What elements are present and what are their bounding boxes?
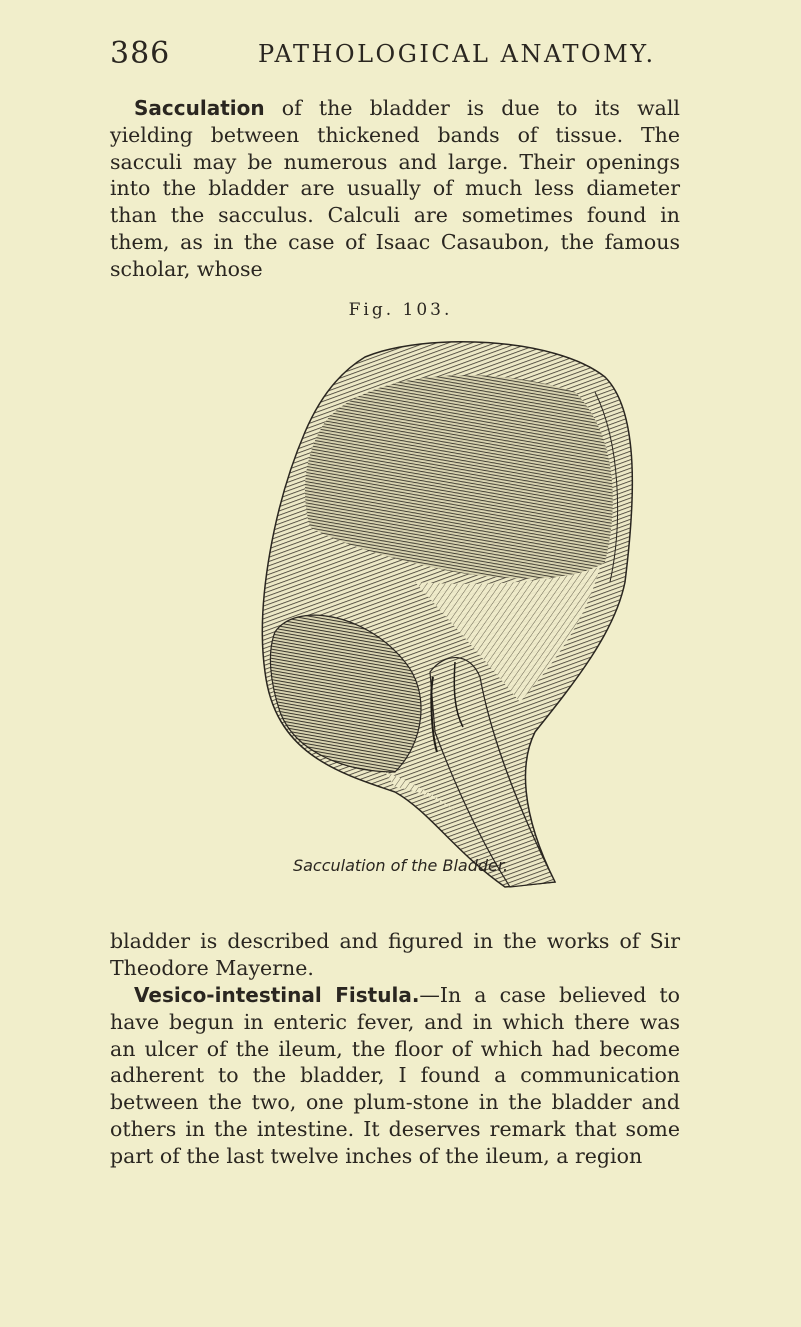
page-header <box>110 36 710 76</box>
figure-caption: Sacculation of the Bladder. <box>292 856 509 875</box>
bladder-illustration <box>255 332 645 892</box>
section-heading-fistula: Vesico-intestinal Fistula. <box>134 983 420 1007</box>
paragraph-continuation: bladder is described and figured in the works of Sir Theodore Mayerne. <box>110 929 680 980</box>
page-number: 386 <box>110 36 171 71</box>
paragraph-sacculation <box>110 95 680 283</box>
paragraph-text: —In a case believed to have begun in enteric fever, and in which there was an ulcer of the ileum, the floor of which had become adherent to the bladder, I found a communication between the two, one plum-stone in the bladder and others in the intestine. It deserves remark that some part of the last twelve inches of the ileum, a region <box>110 983 680 1168</box>
paragraph-fistula <box>110 982 680 1170</box>
section-heading-sacculation: Sacculation <box>134 96 265 120</box>
figure-label: Fig. 103. <box>348 300 453 320</box>
running-head: PATHOLOGICAL ANATOMY. <box>258 40 656 68</box>
paragraph-text: of the bladder is due to its wall yielding between thickened bands of tissue. The sacculi may be numerous and large. Their openings into the bladder are usually of much less diameter than the sacculus. Calculi are sometimes found in them, as in the case of Isaac Casaubon, the famous scholar, whose <box>110 96 680 281</box>
